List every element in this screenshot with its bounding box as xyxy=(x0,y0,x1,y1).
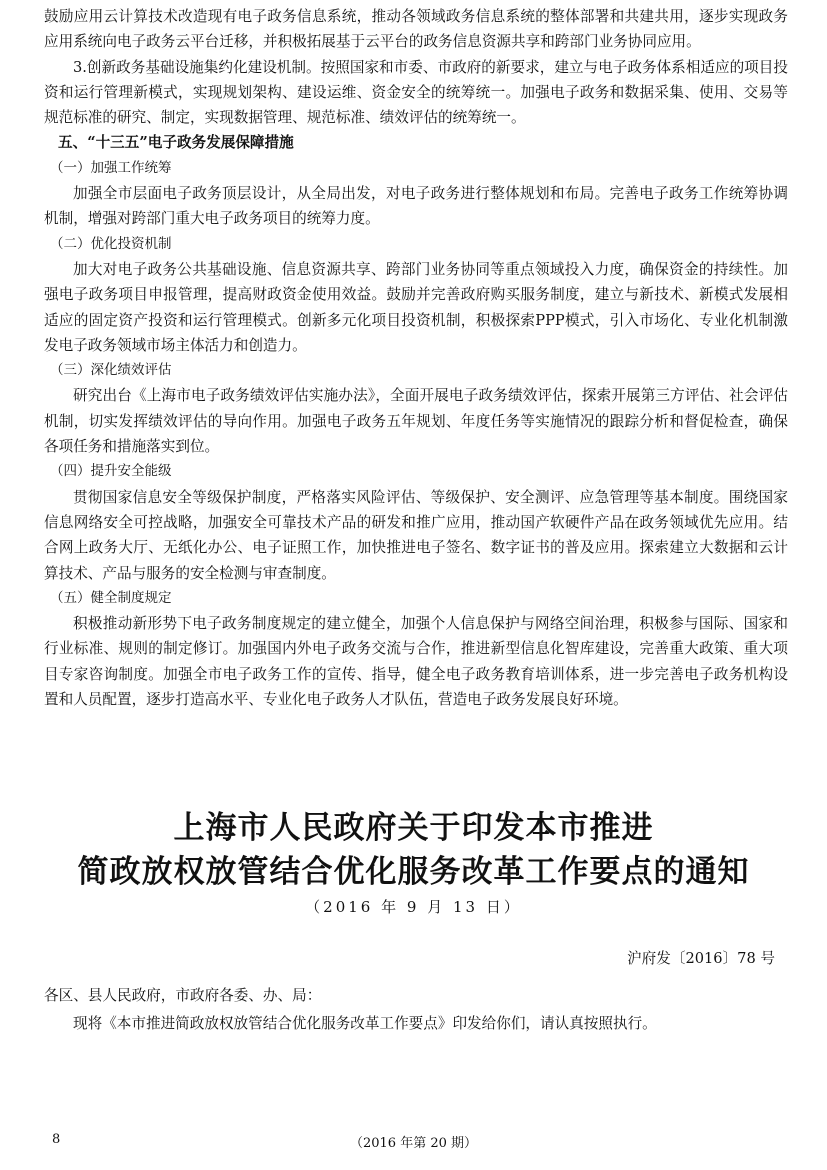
subsection-text-4: 贯彻国家信息安全等级保护制度，严格落实风险评估、等级保护、安全测评、应急管理等基本制度。围绕国家信息网络安全可控战略，加强安全可靠技术产品的研发和推广应用，推动国产软硬件产品在政务领域优先应用。结合网上政务大厅、无纸化办公、电子证照工作，加快推进电子签名、数字证书的普及应用。探索建立大数据和云计算技术、产品与服务的安全检测与审查制度。 xyxy=(44,488,788,582)
section-title: 五、“十三五”电子政务发展保障措施 xyxy=(58,134,294,152)
notice-title-line-1: 上海市人民政府关于印发本市推进 xyxy=(173,810,654,846)
body-text xyxy=(44,4,788,712)
subsection-title-3: （三）深化绩效评估 xyxy=(50,362,172,379)
subsection-text-3: 研究出台《上海市电子政务绩效评估实施办法》，全面开展电子政务绩效评估，探索开展第三方评估、社会评估机制，切实发挥绩效评估的导向作用。加强电子政务五年规划、年度任务等实施情况的跟踪分析和督促检查，确保各项任务和措施落实到位。 xyxy=(44,387,788,456)
addressee: 各区、县人民政府，市政府各委、办、局： xyxy=(44,987,322,1004)
subsection-title-2: （二）优化投资机制 xyxy=(50,235,172,252)
subsection-text-2: 加大对电子政务公共基础设施、信息资源共享、跨部门业务协同等重点领域投入力度，确保资金的持续性。加强电子政务项目申报管理，提高财政资金使用效益。鼓励并完善政府购买服务制度，建立与新技术、新模式发展相适应的固定资产投资和运行管理模式。创新多元化项目投资机制，积极探索PPP模式，引入市场化、专业化机制激发电子政务领域市场主体活力和创造力。 xyxy=(44,260,788,354)
issue-label: （2016 年第 20 期） xyxy=(349,1136,478,1151)
notice-title-line-2: 简政放权放管结合优化服务改革工作要点的通知 xyxy=(77,854,750,890)
notice-date: （2016 年 9 月 13 日） xyxy=(305,898,522,916)
subsection-title-5: （五）健全制度规定 xyxy=(50,589,172,606)
subsection-title-4: （四）提升安全能级 xyxy=(50,463,172,480)
document-number: 沪府发〔2016〕78 号 xyxy=(627,950,775,967)
subsection-title-1: （一）加强工作统筹 xyxy=(50,159,172,176)
subsection-text-5: 积极推动新形势下电子政务制度规定的建立健全，加强个人信息保护与网络空间治理，积极参与国际、国家和行业标准、规则的制定修订。加强国内外电子政务交流与合作，推进新型信息化智库建设，完善重大政策、重大项目专家咨询制度。加强全市电子政务工作的宣传、指导，健全电子政务教育培训体系，进一步完善电子政务机构设置和人员配置，逐步打造高水平、专业化电子政务人才队伍，营造电子政务发展良好环境。 xyxy=(44,615,788,709)
paragraph-infrastructure: 3.创新政务基础设施集约化建设机制。按照国家和市委、市政府的新要求，建立与电子政务体系相适应的项目投资和运行管理新模式，实现规划架构、建设运维、资金安全的统筹统一。加强电子政务和数据采集、使用、交易等规范标准的研究、制定，实现数据管理、规范标准、绩效评估的统筹统一。 xyxy=(44,58,788,127)
page-number: 8 xyxy=(52,1132,61,1147)
subsection-text-1: 加强全市层面电子政务顶层设计，从全局出发，对电子政务进行整体规划和布局。完善电子政务工作统筹协调机制，增强对跨部门重大电子政务项目的统筹力度。 xyxy=(44,185,788,228)
paragraph-cloud-migration: 鼓励应用云计算技术改造现有电子政务信息系统，推动各领域政务信息系统的整体部署和共建共用，逐步实现政务应用系统向电子政务云平台迁移，并积极拓展基于云平台的政务信息资源共享和跨部门业务协同应用。 xyxy=(44,8,788,51)
notice-body: 现将《本市推进简政放权放管结合优化服务改革工作要点》印发给你们，请认真按照执行。 xyxy=(73,1015,657,1032)
